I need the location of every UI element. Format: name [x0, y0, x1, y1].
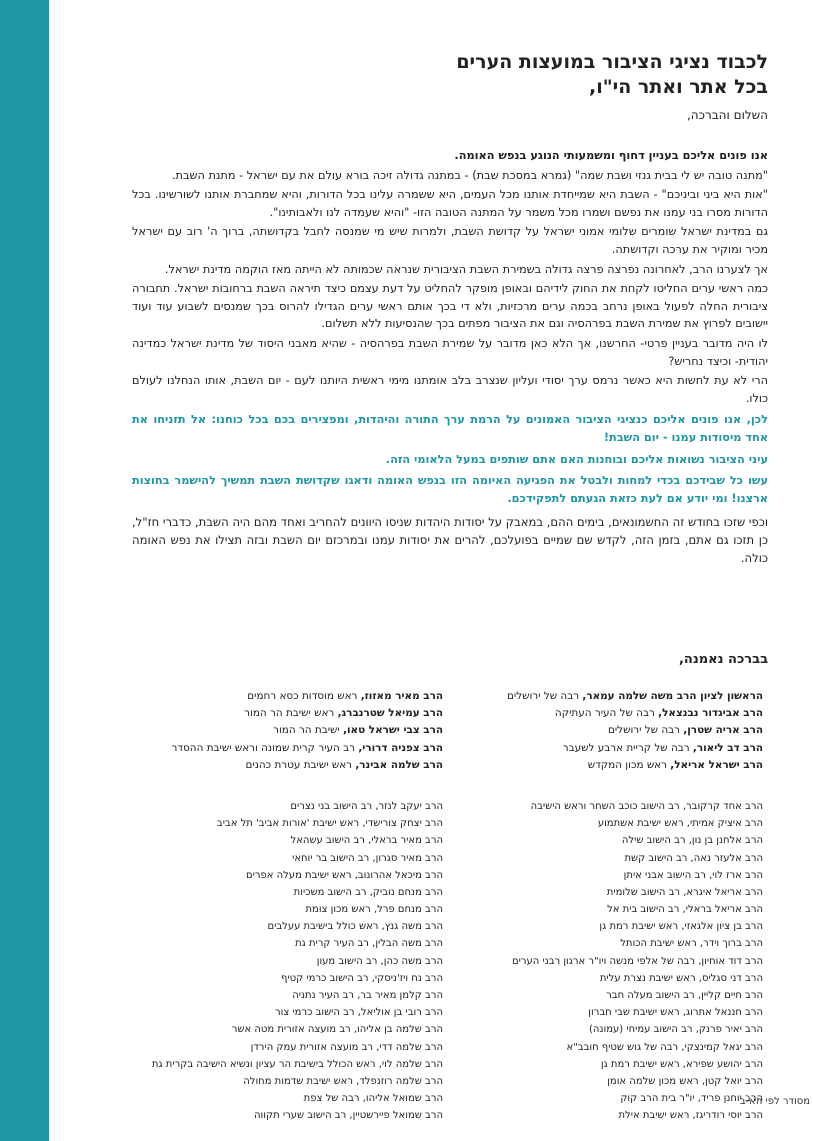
- paragraph: לכן, אנו פונים אליכם כנציגי הציבור האמונים על הרמת ערך התורה והיהדות, ומפצירים בכם בכל כוחנו: אל תזניחו את אחד מיסודות עמנו - יום השבת!: [132, 413, 768, 444]
- signatory-list-item: הרב ארז לוי, רב הישוב אבני איתן: [623, 869, 763, 881]
- signatory-list-item: הרב אריאל בראלי, רב הישוב בית אל: [607, 904, 763, 916]
- signatory-name: הראשון לציון הרב משה שלמה עמאר,: [582, 690, 763, 702]
- signatory-name: הרב אביגדור נבנצאל,: [658, 707, 763, 720]
- signatory-name: הרב מאיר מאזוז,: [360, 690, 443, 702]
- signatory-role: ראש ישיבת הר המור: [244, 707, 338, 720]
- signatory-list-item: הרב יגאל קמינצקי, רבה של גוש שטיף חובב"א: [566, 1041, 763, 1053]
- signatory-list-item: הרב שמואל אליהו, רבה של צפת: [303, 1093, 443, 1105]
- signatory-name: הרב ישראל אריאל,: [670, 758, 763, 771]
- signatory-list-item: הרב שלמה דדי, רב מועצה אזורית עמק הירדן: [250, 1041, 443, 1053]
- signatory-list-item: הרב מנחם נוביק, רב הישוב משכיות: [293, 886, 443, 898]
- signatories-list-right: [463, 798, 763, 1125]
- senior-signatories-left: [103, 688, 443, 774]
- signatory-list-item: הרב חננאל אתרוג, ראש ישיבת שבי חברון: [588, 1007, 763, 1019]
- paragraph: אנו פונים אליכם בעניין דחוף ומשמעותי הנוגע בנפש האומה.: [454, 149, 768, 162]
- signatories-left-column: [103, 688, 443, 1125]
- paragraph: אך לצערנו הרב, לאחרונה נפרצה פרצה גדולה בשמירת השבת הציבורית שנראה שכמותה לא הייתה מאז הוקמה מדינת ישראל.: [164, 262, 768, 276]
- signatory-name: הרב שלמה אבינר,: [355, 758, 443, 771]
- signatory-list-item: הרב בן ציון אלגאזי, ראש ישיבת רמת גן: [599, 921, 763, 933]
- signatory-list-item: הרב יהושע שפירא, ראש ישיבת רמת גן: [600, 1058, 763, 1070]
- signatory-list-item: הרב שמואל פיירשטיין, רב הישוב שערי תקווה: [254, 1110, 443, 1122]
- signatory-list-item: הרב אלעזר נאה, רב הישוב קשת: [624, 852, 763, 864]
- signatory-list-item: הרב רובי בן אוליאל, רב הישוב כרמי צור: [274, 1007, 443, 1019]
- paragraph: וכפי שזכו בחודש זה החשמונאים, בימים ההם, במאבק על יסודות היהדות שניסו היוונים להחריב ואחד מהם היה השבת, כדברי חז"ל, כן תזכו גם אתם, בזמן הזה, לקדש שם שמיים בפועלכם, להרים את יסודות עמנו ובמרכזם יום השבת ובזה תצילו את נפש האומה כולה.: [132, 515, 768, 566]
- paragraph: גם במדינת ישראל שומרים שלומי אמוני ישראל על קדושת השבת, ולמרות שיש מי שמנסה לחבל בקדושתה, ברוך ה' רוב עם ישראל מכיר ומוקיר את ערכה וקדושתה.: [132, 225, 768, 256]
- signatory-list-item: הרב שלמה רוזנפלד, ראש ישיבת שדמות מחולה: [243, 1075, 443, 1087]
- letter-title: [168, 50, 768, 100]
- signatory: [463, 740, 763, 757]
- paragraph: עשו כל שבידכם בכדי למחות ולבטל את הפגיעה האיומה הזו בנפש האומה ודאגו שקדושת השבת תמשיך להישמר בחוצות ארצנו! ומי יודע אם לעת כזאת הגעתם לתפקידכם.: [132, 474, 768, 505]
- signatories-right-column: [463, 688, 763, 1125]
- signatory-list-item: הרב חיים קליין, רב הישוב מעלה חבר: [606, 990, 763, 1001]
- signatory-list-item: הרב אחד קרקובר, רב הישוב כוכב השחר וראש הישיבה: [530, 800, 763, 812]
- signatory-list-item: הרב ברוך וידר, ראש ישיבת הכותל: [620, 938, 763, 950]
- signatory-list-item: הרב דוד אוחיון, רבה של אלפי מנשה ויו"ר ארגון רבני הערים: [512, 955, 763, 967]
- paragraph: לו היה מדובר בעניין פרטי- החרשנו, אך הלא כאן מדובר על שמירת השבת בפרהסיה - שהיא מאבני היסוד של מדינת ישראל כמדינה יהודית- וכיצד נחריש?: [132, 336, 768, 368]
- signatory-list-item: הרב שלמה בן אליהו, רב מועצה אזורית מטה אשר: [231, 1024, 443, 1036]
- signatory-list-item: הרב משה הבלין, רב העיר קרית גת: [295, 938, 443, 950]
- paragraph: כמה ראשי ערים החליטו לקחת את החוק לידיהם ובאופן מופקר להחליט על דעת עצמם כיצד תיראה השבת ברחובות ישראל. תחבורה ציבורית החלה לפעול באופן נרחב בכמה ערים מרכזיות, ולא די בכך אותם ראשי ערים הגדילו להרוס בכך שמנסים לשבוע עוד ועוד יישובים לפרוץ את שמירת השבת בפרהסיה וגם את הציבור מפתים בכך שהנסיעות ללא תשלום.: [132, 282, 768, 331]
- signatory-name: הרב אריה שטרן,: [683, 724, 763, 737]
- signatory-list-item: הרב משה כהן, רב הישוב מעון: [316, 955, 443, 967]
- signatory: [103, 705, 443, 722]
- signatory-list-item: הרב קלמן מאיר בר, רב העיר נתניה: [292, 990, 443, 1001]
- signatory: [463, 705, 763, 722]
- signatory-name: הרב עמיאל שטרנברג,: [337, 707, 443, 720]
- signatory: [463, 722, 763, 739]
- signatory-list-item: הרב שלמה לוי, ראש הכולל בישיבת הר עציון ונשיא הישיבה בקרית גת: [151, 1058, 443, 1070]
- signatory-role: ראש מוסדות כסא רחמים: [247, 690, 361, 702]
- signatory-list-item: הרב מאיר בראלי, רב הישוב עשהאל: [290, 835, 443, 847]
- signatory-name: הרב צפניה דרורי,: [358, 741, 443, 754]
- title-line-2: בכל אתר ואתר הי"ו,: [589, 76, 768, 98]
- signatory-list-item: הרב יעקב לנזר, רב הישוב בני נצרים: [290, 800, 443, 812]
- signatory-list-item: הרב מיכאל אהרונוב, ראש ישיבת מעלה אפרים: [245, 869, 443, 881]
- signatory-role: ישיבת הר המור: [273, 724, 344, 737]
- signatory-role: רב העיר קרית שמונה וראש ישיבת ההסדר: [171, 741, 359, 754]
- signatory-list-item: הרב אריאל איגרא, רב הישוב שלומית: [606, 886, 763, 898]
- blessing: בברכה נאמנה,: [678, 652, 768, 667]
- signatory-list-item: הרב אלחנן בן נון, רב הישוב שילה: [621, 835, 763, 847]
- signatory-name: הרב דב ליאור,: [692, 741, 763, 754]
- signatory: [103, 688, 443, 705]
- signatory: [463, 757, 763, 774]
- paragraph: עיני הציבור נשואות אליכם ובוחנות האם אתם שותפים במעל הלאומי הזה.: [385, 452, 768, 466]
- signatory: [463, 688, 763, 705]
- title-line-1: לכבוד נציגי הציבור במועצות הערים: [456, 51, 768, 73]
- signatory: [103, 722, 443, 739]
- signatory-list-item: הרב משה גנץ, ראש כולל בישיבת עעלבים: [267, 921, 443, 933]
- paragraph: "מתנה טובה יש לי בבית גנזי ושבת שמה" (גמרא במסכת שבת) - במתנה גדולה זיכה בורא עולם את עם ישראל - מתנת השבת.: [171, 168, 768, 182]
- greeting: השלום והברכה,: [686, 108, 768, 122]
- signatory-list-item: הרב יצחק צורישדי, ראש ישיבת 'אורות אביב' תל אביב: [216, 818, 443, 830]
- letter-body: [132, 147, 768, 569]
- letter-page: [49, 0, 813, 1141]
- signatory-role: ראש מכון המקדש: [587, 758, 671, 771]
- signatory-list-item: הרב מאיר סגרון, רב הישוב בר יוחאי: [292, 852, 443, 864]
- paragraph: "אות היא ביני וביניכם" - השבת היא שמייחדת אותנו מכל העמים, היא ששמרה עלינו בכל הדורות, והיא שמחברת אותנו לשורשינו. בכל הדורות מסרו בני עמנו את נפשם ושמרו מכל משמר על המתנה הטובה הזו- "והיא שעמדה לנו ולאבותינו".: [132, 188, 768, 219]
- paragraph: הרי לא עת לחשות היא כאשר נרמס ערך יסודי ועליון שנצרב בלב אומתנו מימי ראשית היותנו לעם - יום השבת, אותו הנחלנו לעולם כולו.: [132, 374, 768, 405]
- signatory-list-item: הרב יוסי רודריגז, ראש ישיבת אילת: [618, 1110, 763, 1122]
- signatory: [103, 757, 443, 774]
- signatory-list-item: הרב דני סגליס, ראש ישיבת נצרת עלית: [599, 972, 763, 984]
- signatory-list-item: הרב יואל קטן, ראש מכון שלמה אומן: [607, 1075, 763, 1087]
- senior-signatories-right: [463, 688, 763, 774]
- signatory-role: ראש ישיבת עטרת כהנים: [245, 758, 356, 771]
- signatory-list-item: הרב נח ויז'ניסקי, רב הישוב כרמי קטיף: [281, 972, 443, 984]
- signatory-role: רבה של קריית ארבע לשעבר: [562, 741, 693, 754]
- signatory-list-item: הרב מנחם פרל, ראש מכון צומת: [305, 904, 443, 916]
- side-color-bar: [0, 0, 49, 1141]
- signatory-list-item: הרב איציק אמיתי, ראש ישיבת אשתמוע: [597, 818, 763, 830]
- signatory-list-item: הרב יאיר פרנק, רב הישוב עמיחי (עמונה): [589, 1024, 763, 1036]
- footer-note: מסודר לפי הא-ב: [739, 1096, 810, 1107]
- signatory-role: רבה של העיר העתיקה: [554, 707, 659, 720]
- signatory: [103, 740, 443, 757]
- signatory-role: רבה של ירושלים: [607, 724, 684, 737]
- signatory-list-item: הרב יוחנן פריד, יו"ר בית הרב קוק: [620, 1093, 763, 1105]
- signatory-name: הרב צבי ישראל טאו,: [343, 724, 443, 737]
- signatory-role: רבה של ירושלים: [507, 690, 583, 702]
- signatories-list-left: [103, 798, 443, 1125]
